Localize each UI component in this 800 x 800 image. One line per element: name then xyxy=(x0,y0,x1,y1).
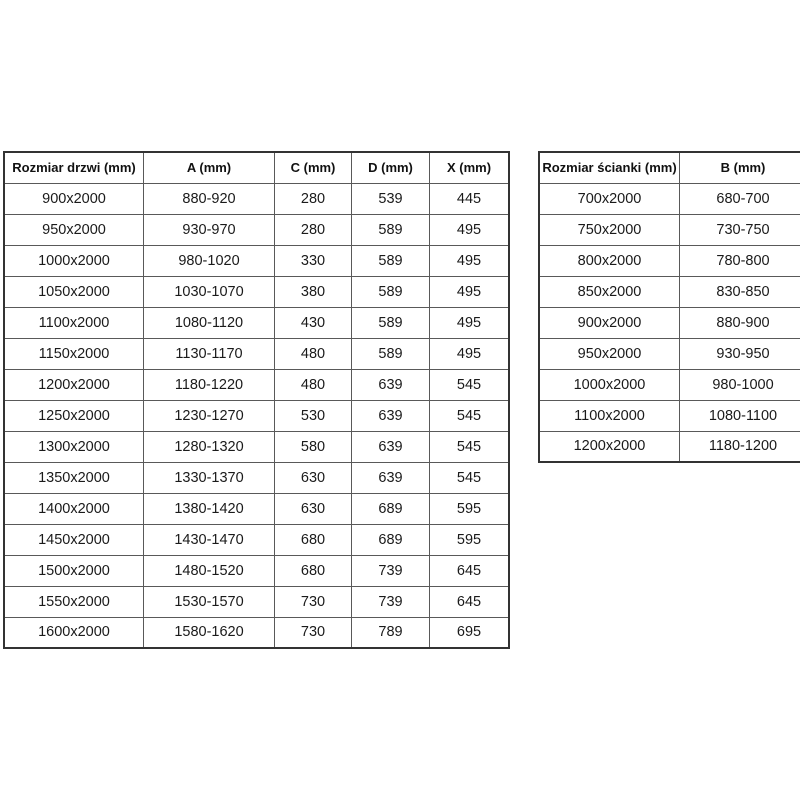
table-cell: 639 xyxy=(352,462,430,493)
table-cell: 1350x2000 xyxy=(4,462,144,493)
table-cell: 1300x2000 xyxy=(4,431,144,462)
door-size-table-body xyxy=(4,183,509,648)
column-header: C (mm) xyxy=(275,152,352,183)
table-cell: 1200x2000 xyxy=(4,369,144,400)
table-row xyxy=(4,431,509,462)
table-cell: 639 xyxy=(352,400,430,431)
table-cell: 1450x2000 xyxy=(4,524,144,555)
table-cell: 950x2000 xyxy=(539,338,680,369)
table-row xyxy=(539,338,800,369)
table-cell: 880-920 xyxy=(144,183,275,214)
table-cell: 680 xyxy=(275,524,352,555)
column-header: B (mm) xyxy=(680,152,800,183)
table-row xyxy=(4,245,509,276)
table-cell: 1200x2000 xyxy=(539,431,680,462)
table-cell: 1380-1420 xyxy=(144,493,275,524)
table-header-row xyxy=(539,152,800,183)
table-cell: 445 xyxy=(430,183,510,214)
table-row xyxy=(4,462,509,493)
table-cell: 689 xyxy=(352,493,430,524)
table-cell: 1430-1470 xyxy=(144,524,275,555)
table-row xyxy=(4,183,509,214)
table-row xyxy=(539,183,800,214)
table-row xyxy=(4,338,509,369)
table-cell: 1000x2000 xyxy=(539,369,680,400)
column-header: Rozmiar ścianki (mm) xyxy=(539,152,680,183)
table-cell: 280 xyxy=(275,183,352,214)
table-cell: 380 xyxy=(275,276,352,307)
column-header: A (mm) xyxy=(144,152,275,183)
table-cell: 630 xyxy=(275,493,352,524)
table-cell: 495 xyxy=(430,276,510,307)
table-cell: 1130-1170 xyxy=(144,338,275,369)
table-cell: 530 xyxy=(275,400,352,431)
table-cell: 900x2000 xyxy=(4,183,144,214)
table-cell: 950x2000 xyxy=(4,214,144,245)
table-row xyxy=(539,431,800,462)
table-header-row xyxy=(4,152,509,183)
table-cell: 480 xyxy=(275,369,352,400)
table-cell: 980-1000 xyxy=(680,369,800,400)
table-row xyxy=(4,214,509,245)
table-cell: 1180-1200 xyxy=(680,431,800,462)
table-cell: 495 xyxy=(430,338,510,369)
table-row xyxy=(539,307,800,338)
table-cell: 330 xyxy=(275,245,352,276)
table-cell: 645 xyxy=(430,586,510,617)
table-row xyxy=(4,369,509,400)
table-cell: 1000x2000 xyxy=(4,245,144,276)
table-cell: 880-900 xyxy=(680,307,800,338)
table-cell: 630 xyxy=(275,462,352,493)
table-cell: 580 xyxy=(275,431,352,462)
table-cell: 595 xyxy=(430,493,510,524)
column-header: X (mm) xyxy=(430,152,510,183)
table-cell: 589 xyxy=(352,276,430,307)
table-cell: 1030-1070 xyxy=(144,276,275,307)
table-row xyxy=(4,276,509,307)
table-cell: 680 xyxy=(275,555,352,586)
table-cell: 495 xyxy=(430,307,510,338)
table-cell: 595 xyxy=(430,524,510,555)
table-cell: 1280-1320 xyxy=(144,431,275,462)
table-cell: 1100x2000 xyxy=(4,307,144,338)
wall-panel-size-table-body xyxy=(539,183,800,462)
table-row xyxy=(539,245,800,276)
table-cell: 1100x2000 xyxy=(539,400,680,431)
table-cell: 639 xyxy=(352,431,430,462)
table-cell: 589 xyxy=(352,307,430,338)
table-cell: 689 xyxy=(352,524,430,555)
table-row xyxy=(4,307,509,338)
table-row xyxy=(539,214,800,245)
table-cell: 750x2000 xyxy=(539,214,680,245)
table-cell: 1150x2000 xyxy=(4,338,144,369)
table-cell: 739 xyxy=(352,555,430,586)
table-row xyxy=(4,586,509,617)
table-cell: 539 xyxy=(352,183,430,214)
table-cell: 1180-1220 xyxy=(144,369,275,400)
table-cell: 1080-1100 xyxy=(680,400,800,431)
door-size-table xyxy=(3,151,510,649)
table-cell: 495 xyxy=(430,214,510,245)
table-cell: 830-850 xyxy=(680,276,800,307)
table-cell: 1050x2000 xyxy=(4,276,144,307)
column-header: D (mm) xyxy=(352,152,430,183)
table-cell: 545 xyxy=(430,400,510,431)
table-cell: 850x2000 xyxy=(539,276,680,307)
table-cell: 1230-1270 xyxy=(144,400,275,431)
table-cell: 1530-1570 xyxy=(144,586,275,617)
table-cell: 645 xyxy=(430,555,510,586)
table-row xyxy=(4,617,509,648)
table-cell: 545 xyxy=(430,369,510,400)
table-row xyxy=(4,555,509,586)
table-cell: 589 xyxy=(352,245,430,276)
table-cell: 1330-1370 xyxy=(144,462,275,493)
table-row xyxy=(4,524,509,555)
table-row xyxy=(539,276,800,307)
table-cell: 1500x2000 xyxy=(4,555,144,586)
table-cell: 680-700 xyxy=(680,183,800,214)
table-row xyxy=(539,369,800,400)
table-cell: 545 xyxy=(430,462,510,493)
table-cell: 1480-1520 xyxy=(144,555,275,586)
table-cell: 930-970 xyxy=(144,214,275,245)
table-cell: 695 xyxy=(430,617,510,648)
table-cell: 639 xyxy=(352,369,430,400)
table-cell: 900x2000 xyxy=(539,307,680,338)
table-cell: 1600x2000 xyxy=(4,617,144,648)
table-cell: 545 xyxy=(430,431,510,462)
table-cell: 589 xyxy=(352,214,430,245)
table-row xyxy=(4,493,509,524)
table-cell: 700x2000 xyxy=(539,183,680,214)
table-cell: 495 xyxy=(430,245,510,276)
table-cell: 589 xyxy=(352,338,430,369)
table-cell: 1580-1620 xyxy=(144,617,275,648)
door-size-table-head xyxy=(4,152,509,183)
table-cell: 789 xyxy=(352,617,430,648)
table-cell: 1550x2000 xyxy=(4,586,144,617)
table-cell: 280 xyxy=(275,214,352,245)
table-cell: 1250x2000 xyxy=(4,400,144,431)
wall-panel-size-table-head xyxy=(539,152,800,183)
table-cell: 730-750 xyxy=(680,214,800,245)
table-cell: 430 xyxy=(275,307,352,338)
table-cell: 480 xyxy=(275,338,352,369)
wall-panel-size-table xyxy=(538,151,800,463)
table-cell: 780-800 xyxy=(680,245,800,276)
table-cell: 730 xyxy=(275,617,352,648)
table-cell: 1080-1120 xyxy=(144,307,275,338)
table-cell: 739 xyxy=(352,586,430,617)
table-cell: 800x2000 xyxy=(539,245,680,276)
table-row xyxy=(4,400,509,431)
column-header: Rozmiar drzwi (mm) xyxy=(4,152,144,183)
table-cell: 980-1020 xyxy=(144,245,275,276)
table-cell: 930-950 xyxy=(680,338,800,369)
table-row xyxy=(539,400,800,431)
table-cell: 1400x2000 xyxy=(4,493,144,524)
table-cell: 730 xyxy=(275,586,352,617)
